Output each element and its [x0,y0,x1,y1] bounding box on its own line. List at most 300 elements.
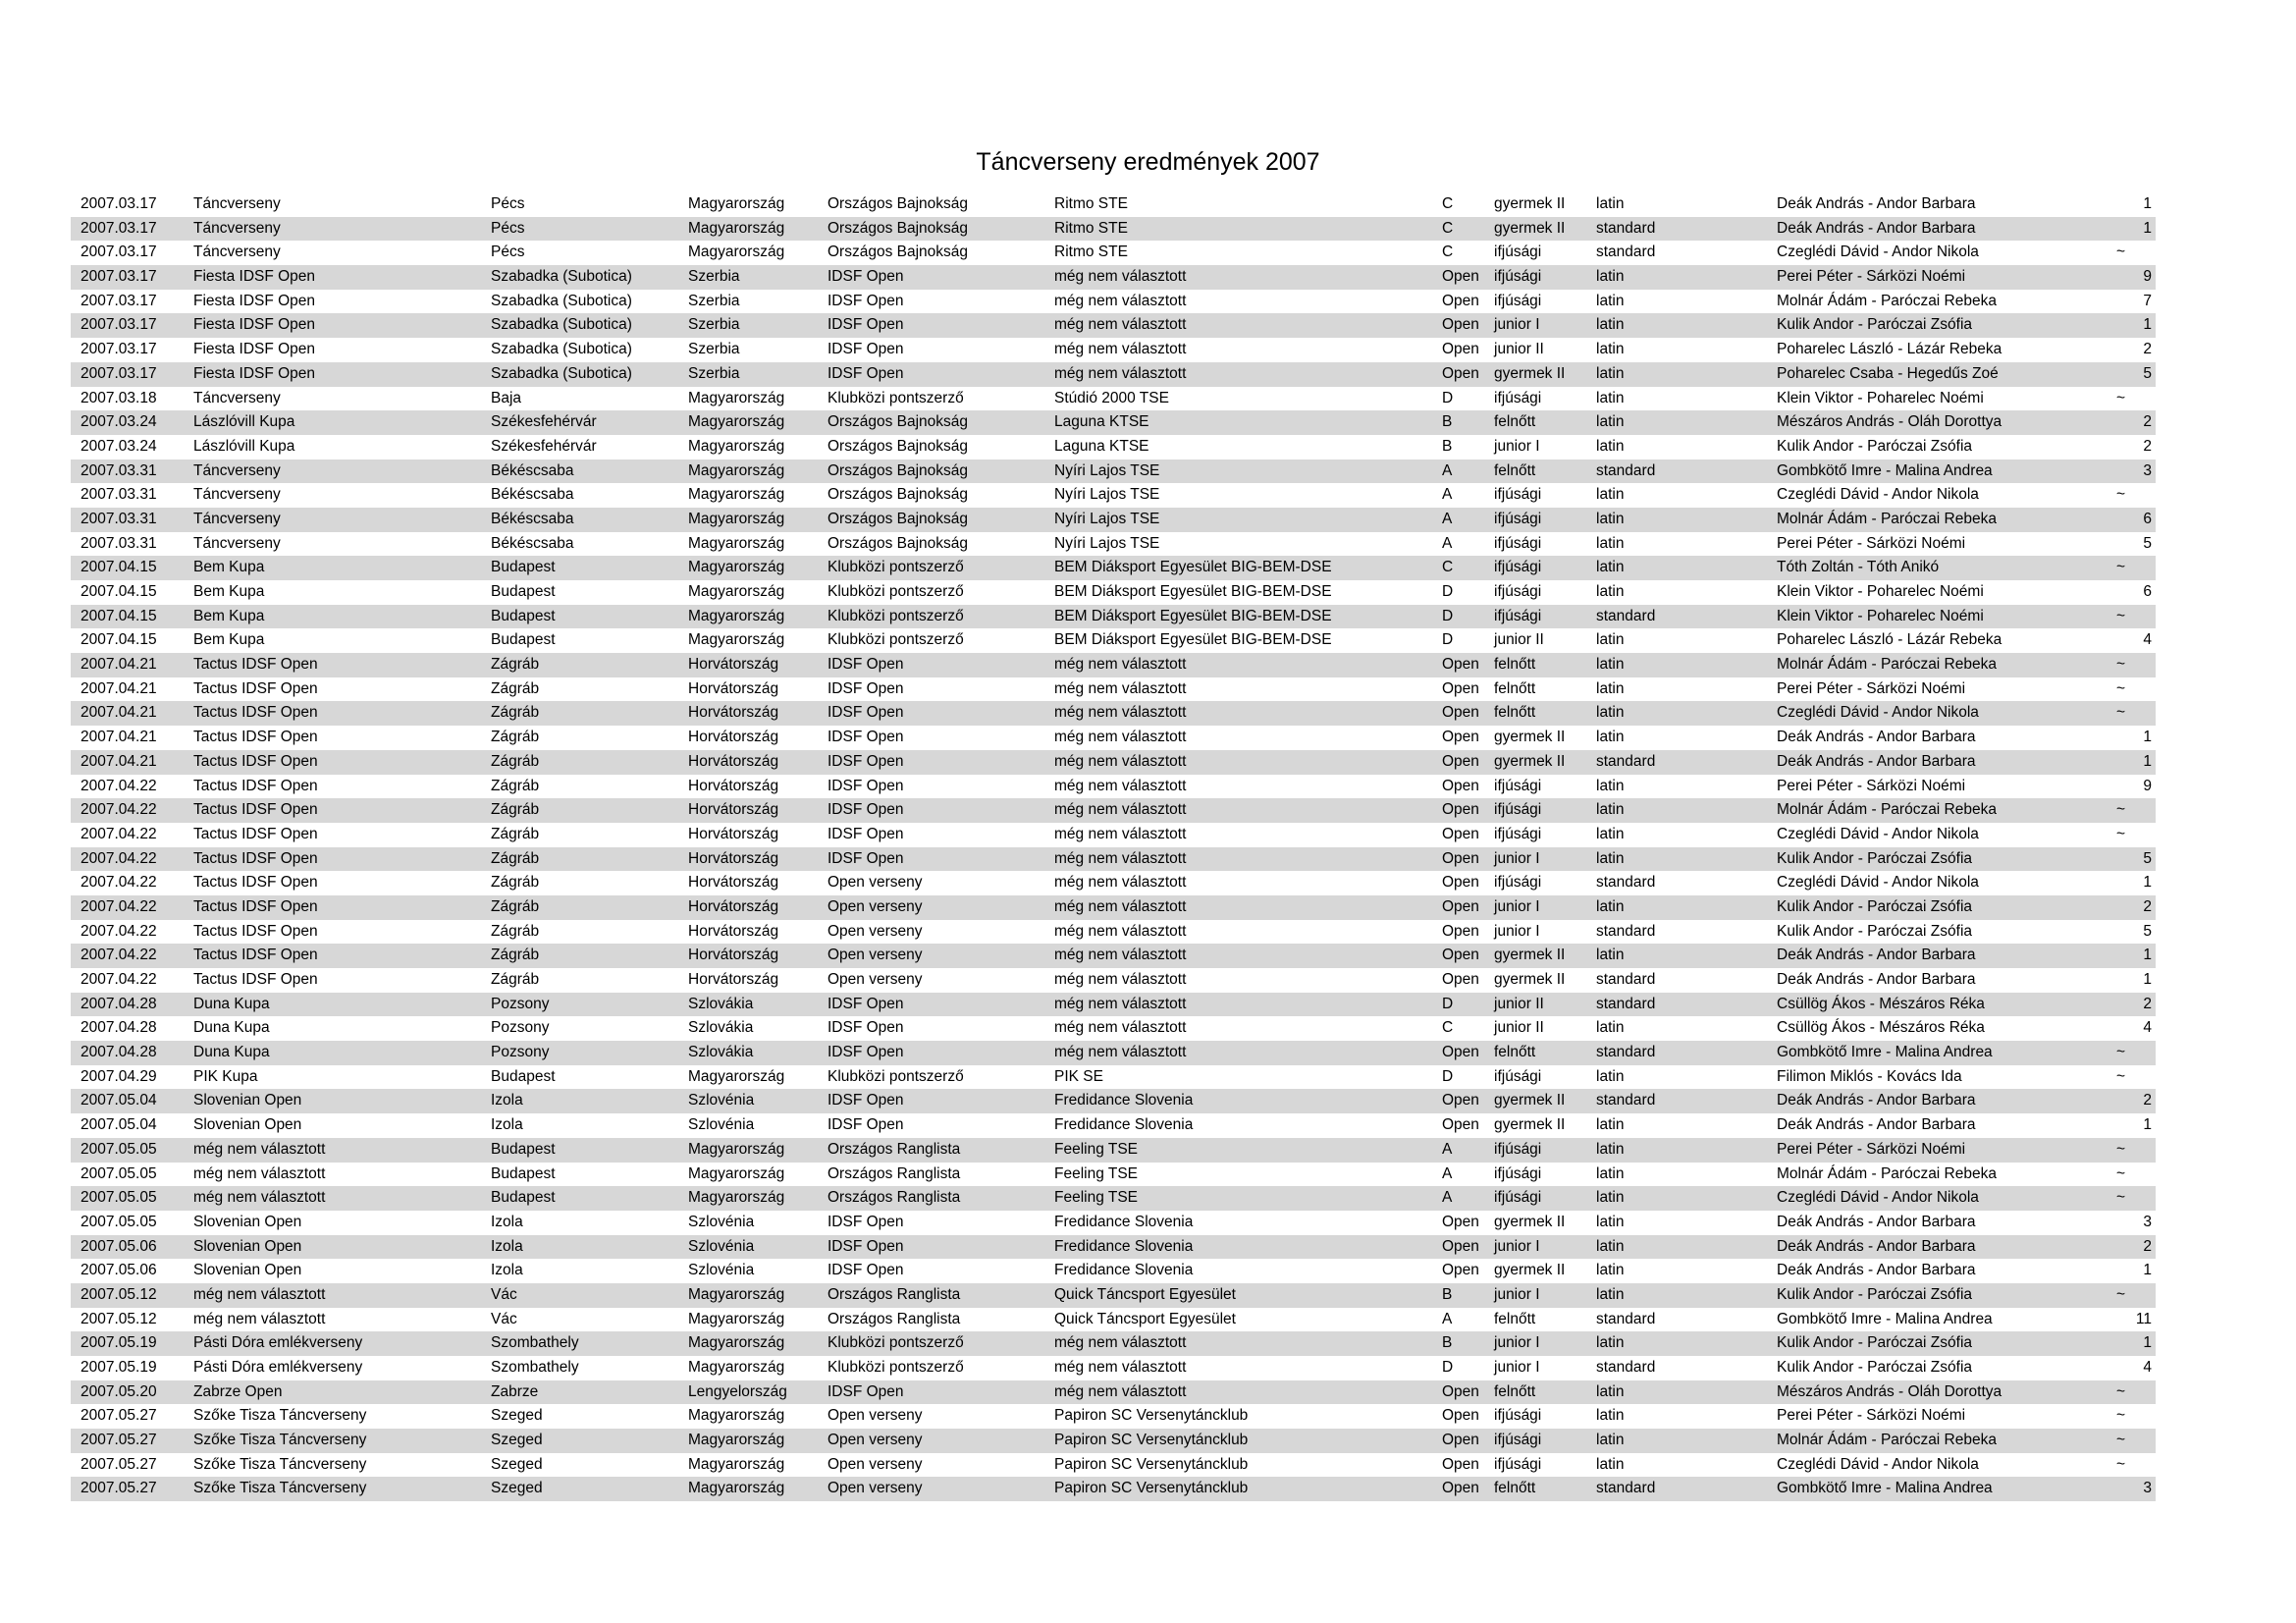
cell-date: 2007.04.15 [80,583,157,600]
cell-place: ~ [2116,1382,2126,1400]
cell-age_group: ifjúsági [1494,559,1542,576]
cell-competition_type: Open verseny [828,897,923,915]
cell-city: Békéscsaba [491,461,574,479]
cell-competition_type: IDSF Open [828,825,904,842]
cell-style: latin [1596,437,1625,455]
cell-style: latin [1596,534,1625,552]
cell-couple: Deák András - Andor Barbara [1777,752,1976,770]
cell-event: Bem Kupa [193,583,265,600]
cell-date: 2007.04.21 [80,656,157,674]
cell-place: 5 [2143,922,2152,940]
cell-class: C [1442,195,1454,212]
table-row [71,775,2156,799]
cell-couple: Gombkötő Imre - Malina Andrea [1777,461,1993,479]
cell-date: 2007.05.12 [80,1285,157,1303]
cell-class: Open [1442,922,1479,940]
cell-date: 2007.04.22 [80,777,157,794]
cell-competition_type: IDSF Open [828,1262,904,1279]
cell-age_group: ifjúsági [1494,607,1542,624]
cell-couple: Deák András - Andor Barbara [1777,1116,1976,1134]
cell-city: Izola [491,1092,523,1109]
cell-date: 2007.04.28 [80,1044,157,1061]
cell-club: Laguna KTSE [1054,413,1149,431]
cell-couple: Czeglédi Dávid - Andor Nikola [1777,243,1979,261]
cell-date: 2007.05.05 [80,1140,157,1158]
cell-date: 2007.03.17 [80,364,157,382]
cell-class: Open [1442,1262,1479,1279]
cell-place: 1 [2143,195,2152,212]
cell-city: Szombathely [491,1359,579,1376]
cell-style: latin [1596,825,1625,842]
cell-date: 2007.04.22 [80,922,157,940]
cell-place: 5 [2143,534,2152,552]
cell-date: 2007.05.19 [80,1334,157,1352]
cell-club: Feeling TSE [1054,1164,1139,1182]
cell-age_group: ifjúsági [1494,1432,1542,1449]
cell-class: A [1442,1140,1453,1158]
cell-event: még nem választott [193,1285,326,1303]
cell-class: A [1442,1164,1453,1182]
cell-event: még nem választott [193,1189,326,1207]
cell-class: Open [1442,1407,1479,1425]
cell-date: 2007.04.22 [80,971,157,988]
cell-city: Székesfehérvár [491,437,597,455]
cell-place: 1 [2143,971,2152,988]
table-row [71,1283,2156,1308]
cell-style: latin [1596,801,1625,819]
cell-competition_type: Országos Ranglista [828,1140,961,1158]
cell-city: Szeged [491,1407,543,1425]
cell-place: ~ [2116,1140,2126,1158]
cell-event: Tactus IDSF Open [193,874,318,892]
cell-event: Tactus IDSF Open [193,679,318,697]
cell-event: Táncverseny [193,486,281,504]
cell-city: Zágráb [491,922,540,940]
cell-age_group: junior II [1494,341,1544,358]
cell-country: Magyarország [688,1285,785,1303]
table-row [71,217,2156,242]
cell-couple: Czeglédi Dávid - Andor Nikola [1777,825,1979,842]
cell-style: standard [1596,1044,1656,1061]
cell-class: A [1442,486,1453,504]
cell-event: Tactus IDSF Open [193,704,318,722]
cell-place: 2 [2143,897,2152,915]
cell-age_group: junior I [1494,897,1540,915]
table-row [71,1356,2156,1380]
cell-class: B [1442,1334,1453,1352]
cell-class: B [1442,413,1453,431]
table-row [71,1016,2156,1041]
cell-place: ~ [2116,1044,2126,1061]
cell-style: latin [1596,897,1625,915]
cell-date: 2007.05.04 [80,1116,157,1134]
cell-place: 6 [2143,583,2152,600]
cell-age_group: ifjúsági [1494,510,1542,527]
cell-club: Feeling TSE [1054,1189,1139,1207]
cell-couple: Kulik Andor - Paróczai Zsófia [1777,849,1973,867]
cell-place: 2 [2143,1092,2152,1109]
cell-class: D [1442,389,1454,406]
cell-style: latin [1596,510,1625,527]
cell-class: Open [1442,292,1479,309]
cell-club: még nem választott [1054,825,1187,842]
cell-date: 2007.05.27 [80,1455,157,1473]
cell-club: Laguna KTSE [1054,437,1149,455]
cell-style: standard [1596,243,1656,261]
cell-country: Horvátország [688,679,779,697]
cell-couple: Perei Péter - Sárközi Noémi [1777,1140,1966,1158]
cell-couple: Deák András - Andor Barbara [1777,195,1976,212]
cell-date: 2007.05.06 [80,1262,157,1279]
cell-style: standard [1596,607,1656,624]
cell-city: Izola [491,1213,523,1230]
cell-style: latin [1596,486,1625,504]
cell-class: C [1442,559,1454,576]
cell-event: Fiesta IDSF Open [193,341,316,358]
cell-class: A [1442,1189,1453,1207]
cell-country: Magyarország [688,1359,785,1376]
cell-style: latin [1596,1382,1625,1400]
cell-country: Horvátország [688,801,779,819]
cell-city: Szeged [491,1480,543,1497]
cell-city: Zágráb [491,849,540,867]
cell-country: Magyarország [688,1310,785,1327]
cell-country: Horvátország [688,922,779,940]
cell-country: Magyarország [688,195,785,212]
cell-competition_type: Open verseny [828,874,923,892]
cell-date: 2007.05.06 [80,1237,157,1255]
table-row [71,677,2156,702]
cell-style: latin [1596,413,1625,431]
cell-class: D [1442,1359,1454,1376]
cell-class: Open [1442,947,1479,964]
cell-club: Stúdió 2000 TSE [1054,389,1169,406]
cell-competition_type: IDSF Open [828,268,904,286]
cell-style: latin [1596,1334,1625,1352]
cell-city: Baja [491,389,522,406]
cell-couple: Perei Péter - Sárközi Noémi [1777,534,1966,552]
table-row [71,338,2156,362]
cell-couple: Deák András - Andor Barbara [1777,1092,1976,1109]
cell-place: ~ [2116,389,2126,406]
cell-place: 1 [2143,752,2152,770]
cell-club: még nem választott [1054,316,1187,334]
cell-place: 1 [2143,729,2152,746]
cell-competition_type: IDSF Open [828,801,904,819]
cell-competition_type: Országos Bajnokság [828,437,969,455]
cell-date: 2007.03.17 [80,219,157,237]
cell-age_group: felnőtt [1494,461,1536,479]
table-row [71,532,2156,557]
cell-style: latin [1596,292,1625,309]
cell-city: Izola [491,1237,523,1255]
cell-class: Open [1442,777,1479,794]
cell-country: Magyarország [688,1067,785,1085]
cell-event: Lászlóvill Kupa [193,437,295,455]
cell-city: Zágráb [491,729,540,746]
cell-class: Open [1442,971,1479,988]
cell-event: Slovenian Open [193,1116,302,1134]
cell-event: Szőke Tisza Táncverseny [193,1432,367,1449]
cell-club: Fredidance Slovenia [1054,1213,1194,1230]
cell-competition_type: Open verseny [828,971,923,988]
cell-age_group: felnőtt [1494,1310,1536,1327]
cell-couple: Gombkötő Imre - Malina Andrea [1777,1480,1993,1497]
cell-event: Táncverseny [193,243,281,261]
cell-couple: Csüllög Ákos - Mészáros Réka [1777,995,1985,1012]
cell-place: 3 [2143,461,2152,479]
cell-class: Open [1442,752,1479,770]
cell-couple: Czeglédi Dávid - Andor Nikola [1777,1455,1979,1473]
cell-date: 2007.04.15 [80,631,157,649]
cell-style: latin [1596,1213,1625,1230]
cell-country: Magyarország [688,461,785,479]
table-row [71,653,2156,677]
cell-country: Magyarország [688,219,785,237]
cell-country: Lengyelország [688,1382,787,1400]
cell-date: 2007.03.31 [80,534,157,552]
cell-style: latin [1596,777,1625,794]
cell-age_group: felnőtt [1494,679,1536,697]
cell-competition_type: IDSF Open [828,777,904,794]
cell-place: 2 [2143,341,2152,358]
table-row [71,847,2156,872]
cell-couple: Kulik Andor - Paróczai Zsófia [1777,897,1973,915]
cell-place: 6 [2143,510,2152,527]
cell-age_group: junior I [1494,922,1540,940]
cell-date: 2007.03.24 [80,413,157,431]
cell-date: 2007.04.22 [80,897,157,915]
cell-competition_type: Klubközi pontszerző [828,1334,964,1352]
cell-class: D [1442,583,1454,600]
cell-competition_type: IDSF Open [828,341,904,358]
cell-city: Zágráb [491,704,540,722]
cell-club: még nem választott [1054,268,1187,286]
table-row [71,871,2156,895]
cell-style: latin [1596,1285,1625,1303]
cell-club: még nem választott [1054,897,1187,915]
cell-competition_type: IDSF Open [828,1382,904,1400]
table-row [71,1404,2156,1429]
cell-club: Fredidance Slovenia [1054,1092,1194,1109]
cell-class: D [1442,1067,1454,1085]
cell-class: A [1442,534,1453,552]
cell-style: latin [1596,1067,1625,1085]
cell-age_group: gyermek II [1494,219,1566,237]
cell-age_group: felnőtt [1494,1044,1536,1061]
cell-country: Magyarország [688,1164,785,1182]
cell-event: Fiesta IDSF Open [193,316,316,334]
cell-event: Tactus IDSF Open [193,801,318,819]
cell-event: Tactus IDSF Open [193,849,318,867]
cell-competition_type: IDSF Open [828,316,904,334]
table-row [71,313,2156,338]
table-row [71,895,2156,920]
cell-date: 2007.03.31 [80,486,157,504]
cell-age_group: junior II [1494,631,1544,649]
cell-couple: Csüllög Ákos - Mészáros Réka [1777,1019,1985,1037]
cell-age_group: gyermek II [1494,971,1566,988]
cell-event: Fiesta IDSF Open [193,268,316,286]
cell-place: 9 [2143,268,2152,286]
cell-club: Fredidance Slovenia [1054,1116,1194,1134]
cell-class: Open [1442,1237,1479,1255]
cell-city: Zágráb [491,874,540,892]
cell-competition_type: Open verseny [828,1455,923,1473]
table-row [71,1065,2156,1090]
cell-competition_type: Országos Bajnokság [828,510,969,527]
cell-style: latin [1596,679,1625,697]
cell-couple: Poharelec Csaba - Hegedűs Zoé [1777,364,1999,382]
cell-couple: Czeglédi Dávid - Andor Nikola [1777,874,1979,892]
cell-club: Ritmo STE [1054,219,1128,237]
cell-class: D [1442,995,1454,1012]
cell-event: Tactus IDSF Open [193,777,318,794]
cell-competition_type: IDSF Open [828,1092,904,1109]
cell-age_group: junior II [1494,1019,1544,1037]
cell-place: 2 [2143,437,2152,455]
cell-country: Horvátország [688,897,779,915]
cell-competition_type: IDSF Open [828,292,904,309]
cell-country: Horvátország [688,874,779,892]
cell-place: 1 [2143,219,2152,237]
cell-place: ~ [2116,559,2126,576]
cell-city: Szombathely [491,1334,579,1352]
cell-club: még nem választott [1054,1044,1187,1061]
cell-event: Pásti Dóra emlékverseny [193,1334,363,1352]
cell-date: 2007.03.17 [80,341,157,358]
cell-city: Zágráb [491,777,540,794]
table-row [71,241,2156,265]
cell-club: még nem választott [1054,656,1187,674]
cell-competition_type: IDSF Open [828,752,904,770]
cell-country: Szlovénia [688,1116,755,1134]
cell-city: Budapest [491,1164,556,1182]
cell-couple: Gombkötő Imre - Malina Andrea [1777,1310,1993,1327]
cell-age_group: gyermek II [1494,364,1566,382]
cell-date: 2007.04.22 [80,825,157,842]
cell-age_group: junior I [1494,1285,1540,1303]
cell-style: standard [1596,922,1656,940]
cell-style: latin [1596,1237,1625,1255]
cell-country: Horvátország [688,971,779,988]
cell-date: 2007.03.31 [80,510,157,527]
cell-event: Slovenian Open [193,1237,302,1255]
cell-class: Open [1442,704,1479,722]
cell-couple: Kulik Andor - Paróczai Zsófia [1777,437,1973,455]
table-row [71,1113,2156,1138]
cell-club: Papiron SC Versenytáncklub [1054,1407,1249,1425]
cell-club: még nem választott [1054,995,1187,1012]
cell-club: BEM Diáksport Egyesület BIG-BEM-DSE [1054,583,1332,600]
cell-event: Szőke Tisza Táncverseny [193,1455,367,1473]
cell-date: 2007.03.31 [80,461,157,479]
cell-couple: Molnár Ádám - Paróczai Rebeka [1777,510,1997,527]
cell-age_group: ifjúsági [1494,1189,1542,1207]
cell-event: Zabrze Open [193,1382,283,1400]
cell-place: ~ [2116,1067,2126,1085]
cell-couple: Kulik Andor - Paróczai Zsófia [1777,922,1973,940]
table-row [71,1235,2156,1260]
cell-competition_type: Országos Bajnokság [828,413,969,431]
cell-city: Izola [491,1262,523,1279]
cell-club: még nem választott [1054,874,1187,892]
cell-club: Fredidance Slovenia [1054,1262,1194,1279]
cell-city: Szeged [491,1432,543,1449]
cell-class: D [1442,631,1454,649]
cell-city: Szabadka (Subotica) [491,341,632,358]
cell-age_group: ifjúsági [1494,1140,1542,1158]
cell-city: Zágráb [491,679,540,697]
cell-country: Horvátország [688,752,779,770]
cell-place: 1 [2143,874,2152,892]
cell-couple: Deák András - Andor Barbara [1777,729,1976,746]
cell-competition_type: Országos Bajnokság [828,219,969,237]
cell-style: latin [1596,364,1625,382]
cell-club: Nyíri Lajos TSE [1054,486,1160,504]
cell-place: ~ [2116,656,2126,674]
cell-city: Pécs [491,195,525,212]
cell-couple: Klein Viktor - Poharelec Noémi [1777,607,1984,624]
table-row [71,410,2156,435]
cell-style: standard [1596,1092,1656,1109]
cell-couple: Czeglédi Dávid - Andor Nikola [1777,1189,1979,1207]
cell-age_group: gyermek II [1494,729,1566,746]
cell-event: Slovenian Open [193,1213,302,1230]
table-row [71,823,2156,847]
cell-class: Open [1442,1382,1479,1400]
cell-date: 2007.03.18 [80,389,157,406]
cell-country: Magyarország [688,534,785,552]
cell-event: Tactus IDSF Open [193,971,318,988]
cell-competition_type: Országos Ranglista [828,1164,961,1182]
cell-style: latin [1596,1262,1625,1279]
cell-competition_type: Klubközi pontszerző [828,1067,964,1085]
cell-city: Budapest [491,607,556,624]
cell-couple: Kulik Andor - Paróczai Zsófia [1777,1359,1973,1376]
cell-country: Magyarország [688,437,785,455]
cell-country: Szlovákia [688,995,754,1012]
cell-class: D [1442,607,1454,624]
cell-club: PIK SE [1054,1067,1103,1085]
cell-competition_type: IDSF Open [828,364,904,382]
cell-event: Tactus IDSF Open [193,922,318,940]
cell-competition_type: IDSF Open [828,1019,904,1037]
cell-country: Magyarország [688,559,785,576]
cell-date: 2007.05.05 [80,1164,157,1182]
cell-date: 2007.04.28 [80,1019,157,1037]
cell-age_group: felnőtt [1494,1382,1536,1400]
cell-country: Magyarország [688,1480,785,1497]
cell-club: BEM Diáksport Egyesület BIG-BEM-DSE [1054,631,1332,649]
cell-age_group: ifjúsági [1494,1407,1542,1425]
cell-age_group: junior I [1494,1334,1540,1352]
cell-competition_type: Open verseny [828,1432,923,1449]
cell-event: Szőke Tisza Táncverseny [193,1407,367,1425]
table-row [71,460,2156,484]
cell-date: 2007.04.21 [80,679,157,697]
cell-event: Szőke Tisza Táncverseny [193,1480,367,1497]
table-row [71,1259,2156,1283]
cell-city: Izola [491,1116,523,1134]
cell-age_group: gyermek II [1494,752,1566,770]
cell-class: Open [1442,1092,1479,1109]
cell-place: 4 [2143,631,2152,649]
cell-competition_type: IDSF Open [828,656,904,674]
table-row [71,1089,2156,1113]
cell-date: 2007.03.17 [80,316,157,334]
cell-age_group: felnőtt [1494,413,1536,431]
